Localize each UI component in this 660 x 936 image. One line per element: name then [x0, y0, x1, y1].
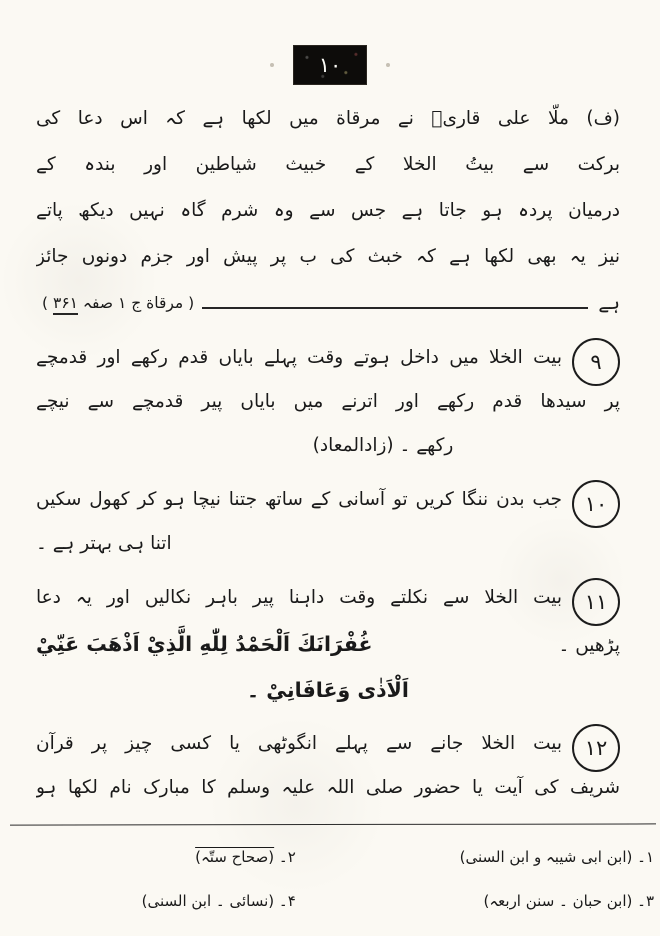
list-item-11	[36, 576, 620, 712]
footnote-row	[30, 879, 654, 923]
list-item-12	[36, 722, 620, 810]
footnote-1	[322, 848, 654, 866]
footnote-3	[322, 892, 654, 910]
item-line: پر سیدھا قدم رکھے اور اترنے میں بایاں پیر قدمچے سے نیچے	[36, 391, 620, 412]
item-line: بیت الخلا میں داخل ہوتے وقت پہلے بایاں قدم رکھے اور قدمچے	[36, 347, 562, 368]
citation-line	[36, 280, 620, 326]
page-number-badge: ۱۰	[294, 46, 366, 84]
footnote-row	[30, 835, 654, 879]
list-item-9	[36, 336, 620, 468]
citation-page-number: ۳۶۱	[53, 294, 78, 315]
item-number-circle: ۱۰	[572, 480, 620, 528]
item-line: بیت الخلا جانے سے پہلے انگوٹھی یا کسی چیز پر قرآن	[36, 733, 562, 754]
intro-last-word: ہے	[598, 292, 620, 314]
item-number-circle: ۱۲	[572, 724, 620, 772]
intro-line: نیز یہ بھی لکھا ہے کہ خبث کی ب پر پیش اور جزم دونوں جائز	[36, 246, 620, 267]
item-line: شریف کی آیت یا حضور صلی اللہ علیہ وسلم کا مبارک نام لکھا ہو	[36, 777, 620, 798]
dua-arabic-text-2: اَلْاَذٰى وَعَافَانِيْ ۔	[247, 678, 409, 702]
item-line: اتنا ہی بہتر ہے ۔	[36, 533, 172, 554]
dua-urdu-prefix: پڑھیں ۔	[558, 635, 620, 656]
scan-speck	[270, 63, 274, 67]
footnote-number: ۱۔	[637, 848, 654, 866]
dua-line	[36, 620, 620, 668]
footnote-number: ۳۔	[637, 892, 654, 910]
footnote-separator	[10, 823, 656, 825]
page-content	[0, 96, 660, 810]
item-line: بیت الخلا سے نکلتے وقت داہنا پیر باہر نکالیں اور یہ دعا	[36, 587, 562, 608]
dua-arabic-text: غُفْرَانَكَ اَلْحَمْدُ لِلّٰهِ الَّذِيْ اَذْهَبَ عَنِّيْ	[36, 632, 373, 656]
footnote-2	[30, 848, 296, 866]
page-number-row	[0, 0, 660, 84]
citation	[36, 294, 194, 312]
scan-speck	[386, 63, 390, 67]
intro-line: (ف) ملّا علی قاریؒ نے مرقاة میں لکھا ہے کہ اس دعا کی	[36, 108, 620, 129]
citation-source: ( مرقاة ج ۱ صفہ	[82, 294, 195, 312]
footnote-4	[30, 892, 296, 910]
item-line: رکھے ۔ (زادالمعاد)	[312, 435, 454, 456]
footnote-text: (نسائی ۔ ابن السنی)	[141, 892, 275, 910]
intro-line: درمیان پردہ ہو جاتا ہے جس سے وہ شرم گاہ نہیں دیکھ پاتے	[36, 200, 620, 221]
footnote-number: ۴۔	[278, 892, 296, 910]
intro-paragraph	[36, 96, 620, 326]
item-number-circle: ۱۱	[572, 578, 620, 626]
footnote-text: (ابن ابی شیبہ و ابن السنی)	[459, 848, 633, 866]
citation-rule	[202, 307, 588, 309]
intro-line: برکت سے بیتُ الخلا کے خبیث شیاطین اور بندہ کے	[36, 154, 620, 175]
footnote-text: (ابن حبان ۔ سنن اربعہ)	[483, 892, 633, 910]
item-number-circle: ۹	[572, 338, 620, 386]
item-line: جب بدن ننگا کریں تو آسانی کے ساتھ جتنا نیچا ہو کر کھول سکیں	[36, 489, 562, 510]
citation-close-paren: )	[42, 294, 49, 312]
footnotes	[0, 831, 660, 923]
list-item-10	[36, 478, 620, 566]
footnote-text: (صحاح ستّہ)	[195, 848, 275, 866]
footnote-number: ۲۔	[278, 848, 296, 866]
